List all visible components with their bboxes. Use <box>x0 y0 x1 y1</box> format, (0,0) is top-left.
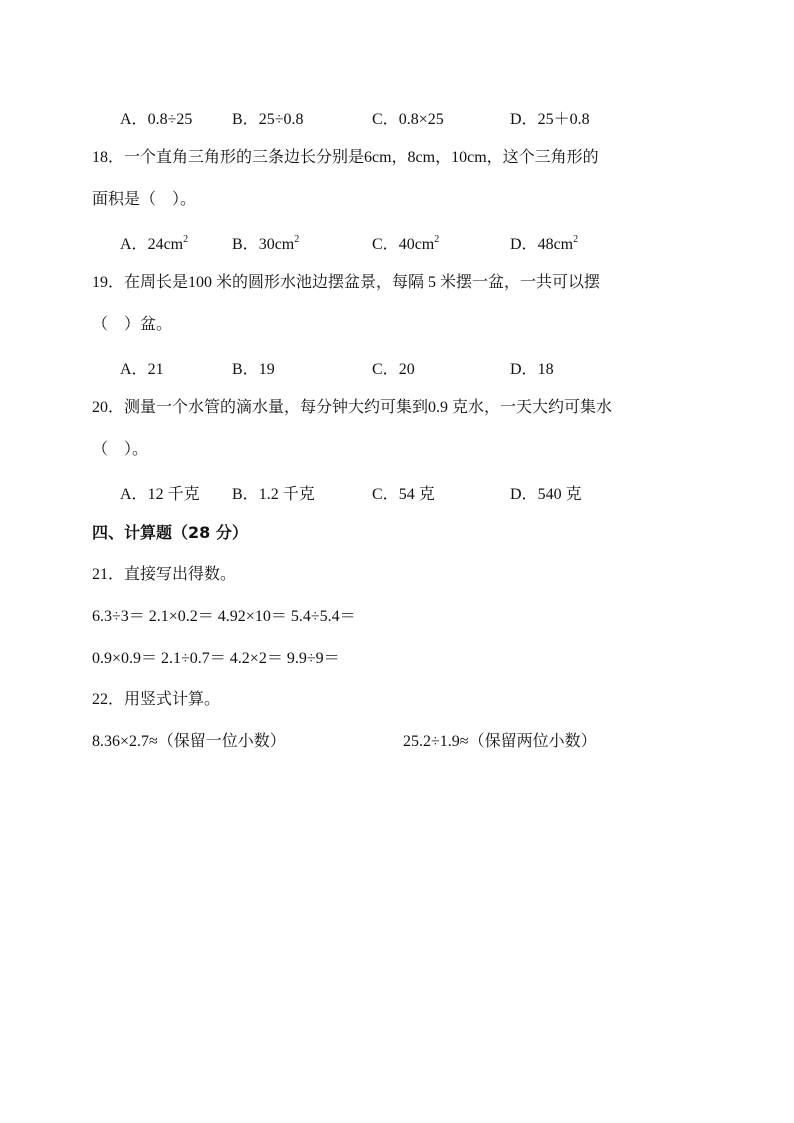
q17-option-b <box>232 106 303 129</box>
option-text: 18 <box>537 361 554 378</box>
q22-item2: 25.2÷1.9≈（保留两位小数） <box>403 733 597 750</box>
option-letter: D． <box>510 111 538 128</box>
option-letter: B． <box>232 236 259 253</box>
section-heading: 四、计算题（28 分） <box>92 523 248 542</box>
option-letter: B． <box>232 361 259 378</box>
option-text: 0.8×25 <box>398 111 444 128</box>
q19-option-d <box>510 356 554 379</box>
option-letter: A． <box>120 236 148 253</box>
q19-option-a <box>120 356 164 379</box>
q20-option-a <box>120 481 200 504</box>
option-text: 1.2 千克 <box>258 486 315 503</box>
q19-stem-line2: （ ）盆。 <box>92 316 173 333</box>
q20-stem-line1: 20．测量一个水管的滴水量，每分钟大约可集到0.9 克水，一天大约可集水 <box>92 399 613 416</box>
q19-option-b <box>232 356 275 379</box>
option-text: 30cm <box>258 236 295 253</box>
q18-option-b <box>232 231 299 254</box>
option-text: 25÷0.8 <box>258 111 304 128</box>
q20-option-c <box>372 481 435 504</box>
option-letter: C． <box>372 361 399 378</box>
option-letter: C． <box>372 236 399 253</box>
q22-title: 22．用竖式计算。 <box>92 691 221 708</box>
q17-option-d <box>510 106 590 129</box>
option-letter: B． <box>232 486 259 503</box>
option-letter: D． <box>510 486 538 503</box>
q21-row2: 0.9×0.9＝ 2.1÷0.7＝ 4.2×2＝ 9.9÷9＝ <box>92 650 340 667</box>
option-letter: B． <box>232 111 259 128</box>
q18-option-c <box>372 231 439 254</box>
q20-stem-line2: （ ）。 <box>92 441 149 458</box>
option-text: 25＋0.8 <box>537 111 590 128</box>
superscript: 2 <box>434 234 440 245</box>
superscript: 2 <box>294 234 300 245</box>
superscript: 2 <box>573 234 579 245</box>
option-text: 540 克 <box>537 486 582 503</box>
q20-option-b <box>232 481 315 504</box>
q19-stem-line1: 19．在周长是100 米的圆形水池边摆盆景，每隔 5 米摆一盆，一共可以摆 <box>92 274 601 291</box>
option-text: 40cm <box>398 236 435 253</box>
option-letter: C． <box>372 111 399 128</box>
option-letter: A． <box>120 361 148 378</box>
option-letter: D． <box>510 236 538 253</box>
q22-item1: 8.36×2.7≈（保留一位小数） <box>92 733 286 750</box>
q17-option-c <box>372 106 444 129</box>
q18-option-d <box>510 231 578 254</box>
option-text: 48cm <box>537 236 574 253</box>
q18-stem-line2: 面积是（ ）。 <box>92 191 197 208</box>
q20-option-d <box>510 481 582 504</box>
option-text: 0.8÷25 <box>147 111 193 128</box>
q21-row1: 6.3÷3＝ 2.1×0.2＝ 4.92×10＝ 5.4÷5.4＝ <box>92 608 356 625</box>
option-text: 19 <box>258 361 275 378</box>
option-text: 20 <box>398 361 415 378</box>
option-letter: A． <box>120 486 148 503</box>
q21-title: 21．直接写出得数。 <box>92 566 237 583</box>
q18-stem-line1: 18．一个直角三角形的三条边长分别是6cm，8cm，10cm，这个三角形的 <box>92 149 599 166</box>
option-text: 54 克 <box>398 486 435 503</box>
option-letter: C． <box>372 486 399 503</box>
q17-option-a <box>120 106 192 129</box>
option-text: 12 千克 <box>147 486 200 503</box>
option-text: 21 <box>147 361 164 378</box>
q18-option-a <box>120 231 188 254</box>
option-letter: A． <box>120 111 148 128</box>
option-text: 24cm <box>147 236 184 253</box>
q19-option-c <box>372 356 415 379</box>
option-letter: D． <box>510 361 538 378</box>
superscript: 2 <box>183 234 189 245</box>
